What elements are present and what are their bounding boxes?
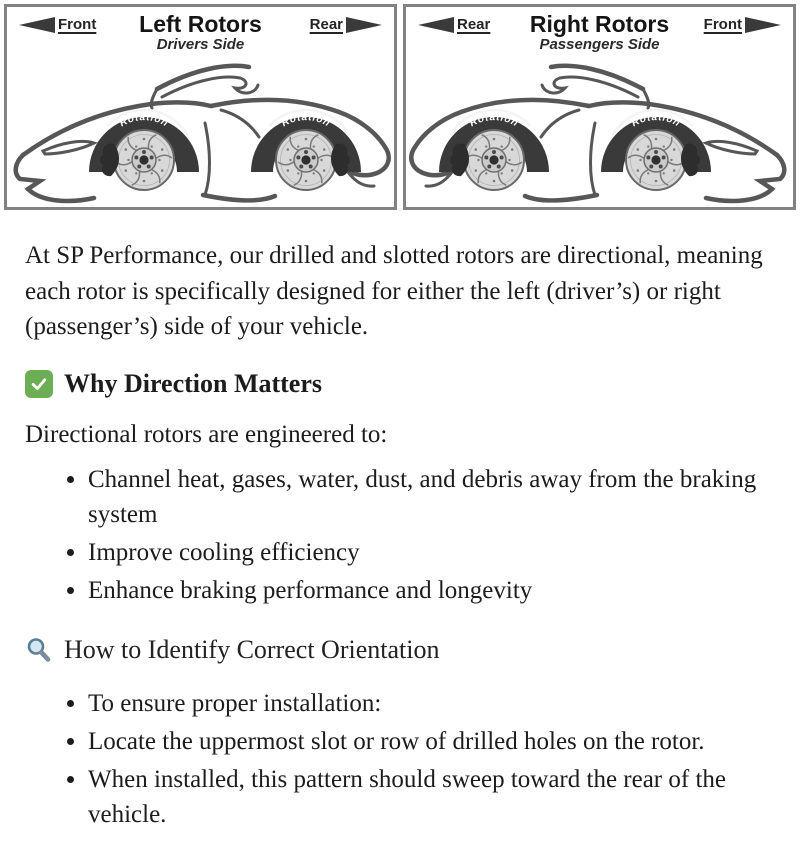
left-rotors-panel [4,4,397,210]
panel-title: Left Rotors [139,11,262,37]
check-mark-icon [25,370,53,398]
article-content [0,222,800,855]
rotation-label: Rotation [117,111,171,130]
right-panel-header [406,7,793,57]
list-item: • Improve cooling efficiency [88,535,790,570]
right-car-illustration [406,55,793,205]
rotation-label: Rotation [467,111,521,130]
arrow-left-icon [19,17,55,33]
rotation-label: Rotation [279,111,333,130]
rear-label: Rear [457,16,491,33]
rotation-label: Rotation [629,111,683,130]
panel-title: Right Rotors [529,11,670,37]
identify-bullet-list [25,686,790,832]
rear-label: Rear [309,16,343,33]
car-body-outline-mirrored [411,66,784,201]
front-direction-label [704,16,781,33]
right-rotors-panel [403,4,796,210]
magnifying-glass-icon [25,636,53,664]
list-item: • Channel heat, gases, water, dust, and debris away from the braking system [88,462,790,532]
heading-text: How to Identify Correct Orientation [64,634,440,664]
front-label: Front [703,16,742,33]
why-direction-matters-heading [25,369,790,399]
rotor-direction-diagram [0,0,800,222]
front-direction-label [19,16,96,33]
front-label: Front [58,16,97,33]
lead-sentence: Directional rotors are engineered to: [25,420,388,448]
left-car-illustration [7,55,394,205]
rear-direction-label [418,16,490,33]
arrow-right-icon [346,17,382,33]
heading-text: Why Direction Matters [64,368,323,398]
rear-direction-label [310,16,382,33]
list-item: • Locate the uppermost slot or row of drilled holes on the rotor. [88,724,790,759]
intro-paragraph: At SP Performance, our drilled and slotted rotors are directional, meaning each rotor is specifically designed for either the left (driver’s) or right (passenger’s) side of your vehicle. [25,242,763,340]
identify-orientation-heading [25,635,790,665]
panel-subtitle: Passengers Side [539,36,660,54]
list-item: • To ensure proper installation: [88,686,790,721]
panel-subtitle: Drivers Side [156,36,245,54]
arrow-right-icon [745,17,781,33]
list-item: • Enhance braking performance and longevity [88,573,790,608]
arrow-left-icon [418,17,454,33]
list-item: • When installed, this pattern should sweep toward the rear of the vehicle. [88,762,790,832]
left-panel-header [7,7,394,57]
why-bullet-list [25,462,790,608]
